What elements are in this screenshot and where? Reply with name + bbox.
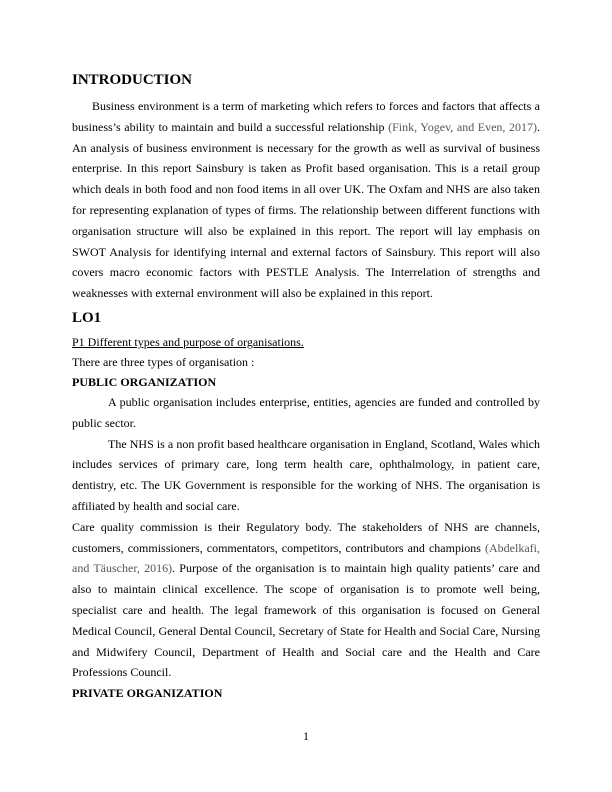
private-organization-heading: PRIVATE ORGANIZATION — [72, 686, 223, 701]
introduction-heading: INTRODUCTION — [72, 72, 193, 88]
cqc-citation: (Abdelkafi, and Täuscher, 2016) — [72, 540, 540, 576]
public-paragraph: A public organisation includes enterprise, entities, agencies are funded and controlled by public sector. — [72, 394, 540, 430]
cqc-text-1: Care quality commission is their Regulatory body. The stakeholders of NHS are channels, customers, commissioners, commentators, competitors, contributors and champions — [72, 519, 540, 555]
p1-subheading: P1 Different types and purpose of organisations. — [72, 334, 304, 349]
lo1-heading: LO1 — [72, 309, 102, 326]
page-number: 1 — [303, 729, 309, 743]
cqc-text-2: . Purpose of the organisation is to maintain high quality patients’ care and also to maintain clinical excellence. The scope of organisation is to promote well being, specialist care and health. The legal framework of this organisation is focused on General Medical Council, General Dental Council, Secretary of State for Health and Social Care, Nursing and Midwifery Council, Department of Health and Social care and the Health and Care Professions Council. — [72, 561, 540, 680]
cqc-paragraph — [72, 517, 540, 683]
introduction-paragraph — [72, 96, 540, 304]
intro-text-2: . An analysis of business environment is necessary for the growth as well as survival of business enterprise. In this report Sainsbury is taken as Profit based organisation. This is a retail group which deals in both food and non food items in all over UK. The Oxfam and NHS are also taken for representing explanation of types of firms. The relationship between different functions with organisation structure will also be explained in this report. The report will lay emphasis on SWOT Analysis for identifying internal and external factors of Sainsbury. This report will also covers macro economic factors with PESTLE Analysis. The Interrelation of strengths and weaknesses with external environment will also be explained in this report. — [72, 119, 540, 301]
public-organization-heading: PUBLIC ORGANIZATION — [72, 374, 217, 389]
intro-citation: (Fink, Yogev, and Even, 2017) — [388, 119, 537, 134]
intro-text-1: Business environment is a term of marketing which refers to forces and factors that affects a business’s ability to maintain and build a successful relationship — [72, 99, 540, 134]
nhs-paragraph: The NHS is a non profit based healthcare organisation in England, Scotland, Wales which includes services of primary care, long term health care, ophthalmology, in patient care, dentistry, etc. The UK Government is responsible for the working of NHS. The organisation is affiliated by health and social care. — [72, 436, 540, 513]
types-line: There are three types of organisation : — [72, 354, 255, 369]
document-page — [72, 70, 540, 703]
